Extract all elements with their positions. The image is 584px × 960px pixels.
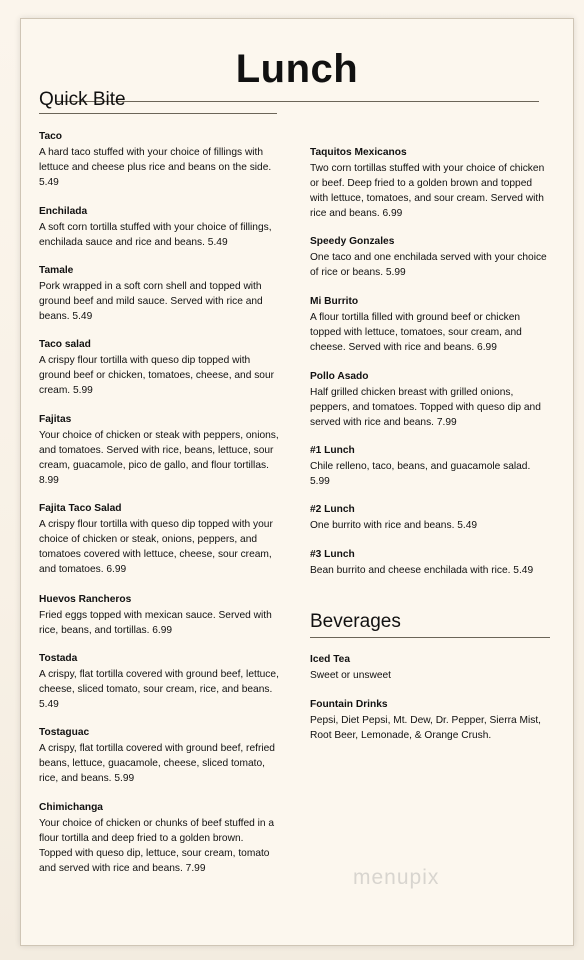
menu-item [39, 263, 279, 324]
item-name: Chimichanga [39, 802, 103, 813]
menu-item [310, 294, 550, 355]
title-divider [55, 101, 539, 102]
item-name: Pollo Asado [310, 371, 369, 382]
item-name: Fountain Drinks [310, 699, 388, 710]
item-desc: A crispy, flat tortilla covered with ground beef, lettuce, cheese, sliced tomato, sour cream, rice, and beans. 5.49 [39, 669, 279, 710]
item-desc: Sweet or unsweet [310, 670, 391, 681]
item-name: Enchilada [39, 206, 88, 217]
menu-item [39, 592, 279, 638]
menu-item [310, 697, 550, 743]
menu-item [310, 652, 550, 683]
item-name: Iced Tea [310, 654, 351, 665]
item-desc: A crispy, flat tortilla covered with ground beef, refried beans, lettuce, guacamole, cheese, sliced tomato, rice, and beans. 5.99 [39, 743, 275, 784]
item-desc: A flour tortilla filled with ground beef or chicken topped with lettuce, tomatoes, sour cream, and cheese. Served with rice and beans. 6.99 [310, 312, 522, 353]
item-desc: Pork wrapped in a soft corn shell and topped with ground beef and mild sauce. Served with rice and beans. 5.49 [39, 281, 263, 322]
item-desc: A soft corn tortilla stuffed with your choice of fillings, enchilada sauce and rice and beans. 5.49 [39, 222, 272, 248]
item-desc: Bean burrito and cheese enchilada with rice. 5.49 [310, 565, 534, 576]
item-desc: One burrito with rice and beans. 5.49 [310, 520, 478, 531]
menu-item [310, 547, 550, 578]
menu-item [39, 501, 279, 577]
watermark: menupix [353, 866, 440, 889]
item-name: Tostaguac [39, 727, 90, 738]
item-name: Taco [39, 131, 63, 142]
menu-item [39, 412, 279, 488]
item-name: #2 Lunch [310, 504, 355, 515]
item-name: Taco salad [39, 339, 91, 350]
quick-bite-heading: Quick Bite [39, 89, 126, 110]
item-name: Tamale [39, 265, 74, 276]
menu-item [310, 234, 550, 280]
item-name: Tostada [39, 653, 78, 664]
menu-item [310, 502, 550, 533]
item-desc: Fried eggs topped with mexican sauce. Served with rice, beans, and tortillas. 6.99 [39, 610, 272, 636]
item-desc: One taco and one enchilada served with your choice of rice or beans. 5.99 [310, 252, 547, 278]
menu-item [310, 369, 550, 430]
item-desc: Chile relleno, taco, beans, and guacamole salad. 5.99 [310, 461, 531, 487]
menu-item [39, 800, 279, 876]
item-desc: Your choice of chicken or steak with peppers, onions, and tomatoes. Served with rice, beans, lettuce, sour cream, guacamole, pico de gallo, and flour tortillas. 8.99 [39, 430, 279, 486]
item-name: Speedy Gonzales [310, 236, 395, 247]
beverages-divider [310, 637, 550, 638]
item-desc: Pepsi, Diet Pepsi, Mt. Dew, Dr. Pepper, Sierra Mist, Root Beer, Lemonade, & Orange Crush. [310, 715, 541, 741]
menu-sheet [20, 18, 574, 946]
menu-item [310, 443, 550, 489]
item-desc: Half grilled chicken breast with grilled onions, peppers, and tomatoes. Topped with queso dip and served with rice and beans. 7.99 [310, 387, 541, 428]
menu-item [39, 204, 279, 250]
item-desc: A hard taco stuffed with your choice of fillings with lettuce and cheese plus rice and beans on the side. 5.49 [39, 147, 272, 188]
item-name: Fajitas [39, 414, 72, 425]
item-name: Huevos Rancheros [39, 594, 132, 605]
item-desc: Your choice of chicken or chunks of beef stuffed in a flour tortilla and deep fried to a golden brown. Topped with queso dip, lettuce, sour cream, tomato and served with rice and beans. 7.99 [39, 818, 275, 874]
item-desc: Two corn tortillas stuffed with your choice of chicken or beef. Deep fried to a golden brown and topped with lettuce, tomatoes, and sour cream. Served with rice and beans. 6.99 [310, 163, 545, 219]
menu-item [39, 651, 279, 712]
item-name: #1 Lunch [310, 445, 355, 456]
quick-bite-divider [39, 113, 277, 114]
item-name: #3 Lunch [310, 549, 355, 560]
menu-item [310, 145, 550, 221]
page-title: Lunch [235, 47, 359, 91]
menu-item [39, 129, 279, 190]
menu-item [39, 337, 279, 398]
item-desc: A crispy flour tortilla with queso dip topped with ground beef or chicken, tomatoes, cheese, and sour cream. 5.99 [39, 355, 275, 396]
item-name: Fajita Taco Salad [39, 503, 122, 514]
item-name: Mi Burrito [310, 296, 359, 307]
item-desc: A crispy flour tortilla with queso dip topped with your choice of chicken or steak, onions, peppers, and tomatoes covered with lettuce, cheese, sour cream, and tomatoes. 6.99 [39, 519, 273, 575]
menu-item [39, 725, 279, 786]
item-name: Taquitos Mexicanos [310, 147, 407, 158]
beverages-heading: Beverages [310, 611, 401, 632]
